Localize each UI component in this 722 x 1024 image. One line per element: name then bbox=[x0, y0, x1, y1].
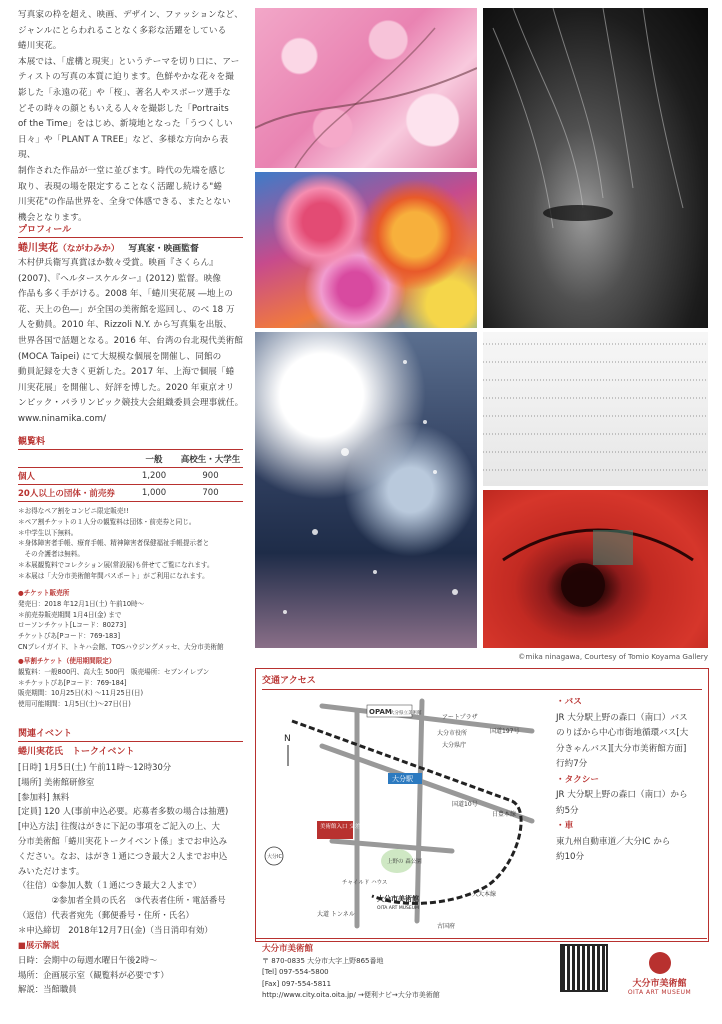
profile-line: 花、天上の色―」が全国の美術館を巡回し、のべ 18 万 bbox=[18, 304, 235, 315]
ticket-line: CNプレイガイド、トキハ会館、TOSハウジングメッセ、大分市美術館 bbox=[18, 642, 224, 651]
intro-line: 影した「永遠の花」や「桜」、著名人やスポーツ選手な bbox=[18, 87, 231, 98]
artplaza-label: アートプラザ bbox=[442, 714, 478, 721]
access-item-title: ・車 bbox=[556, 821, 574, 831]
fee-row-label: 20人以上の団体・前売券 bbox=[18, 489, 115, 499]
fee-header-student: 高校生・大学生 bbox=[180, 455, 241, 465]
guide-heading: ■展示解説 bbox=[18, 940, 60, 950]
ticket-line: ＊前売券販売期間 1月4日(金) まで bbox=[18, 610, 122, 619]
talk-line: ②参加者全員の氏名 ③代表者住所・電話番号 bbox=[18, 895, 226, 906]
intro-text bbox=[18, 8, 243, 226]
profile-name-row bbox=[18, 239, 248, 254]
nippo-label: 日豊本線 bbox=[492, 811, 517, 818]
pref-office-label: 大分県庁 bbox=[442, 742, 467, 749]
access-item-line: 約5分 bbox=[556, 805, 579, 816]
early-heading: ●早割チケット（使用期間限定） bbox=[18, 657, 116, 665]
guide-lines bbox=[18, 953, 254, 997]
ic-label: 大分IC bbox=[267, 854, 282, 860]
fee-note-line: ＊ペア割チケットの１人分の観覧料は団体・前売券と同じ。 bbox=[18, 517, 196, 526]
entrance-label: 美術館入口 交差点 bbox=[320, 824, 366, 830]
footer-fax: [Fax] 097-554-5811 bbox=[262, 979, 332, 988]
intro-lines bbox=[18, 8, 243, 226]
guide-line: 日時：会期中の毎週水曜日午後2時～ bbox=[18, 954, 158, 965]
access-item-title: ・タクシー bbox=[556, 774, 599, 785]
talk-line: （往信）①参加人数（１通につき最大２人まで） bbox=[18, 880, 202, 891]
intro-line: 制作された作品が一堂に並びます。時代の先端を感じ bbox=[18, 165, 226, 176]
footer-address: 〒 870-0835 大分市大字上野865番地 bbox=[262, 956, 384, 965]
fee-note-line: ＊本展観覧料でコレクション展(常設展)も併せてご覧になれます。 bbox=[18, 560, 214, 569]
intro-line: どその時々の顔ともいえる人々を撮影した「Portraits bbox=[18, 103, 229, 114]
fee-header-blank bbox=[18, 451, 130, 468]
photo-red-eye bbox=[483, 490, 708, 648]
early-line: ＊チケットぴあ[Pコード：769-184] bbox=[18, 678, 127, 687]
opam-sub-label: 大分県立美術館 bbox=[390, 711, 422, 716]
access-item-line: 東九州自動車道／大分IC から bbox=[556, 836, 671, 847]
access-item-line: 分きゃんバス][大分市美術館方面] bbox=[556, 743, 687, 754]
footer-name: 大分市美術館 bbox=[262, 944, 314, 954]
fee-note-line: ＊本展は「大分市美術館年間パスポート」がご利用になれます。 bbox=[18, 571, 209, 580]
forest-label: 上野の 森公園 bbox=[387, 859, 422, 865]
ticket-line: 発売日：2018 年12月1日(土) 午前10時～ bbox=[18, 599, 145, 608]
fee-row-label: 個人 bbox=[18, 472, 36, 482]
ticket-heading: ●チケット販売所 bbox=[18, 589, 70, 597]
early-lines bbox=[18, 667, 250, 710]
ticket-lines bbox=[18, 599, 250, 653]
talk-line: みいただけます。 bbox=[18, 865, 85, 876]
fee-row-student: 700 bbox=[202, 488, 219, 498]
photo-portrait-bw bbox=[483, 8, 708, 328]
access-item-line: 約10分 bbox=[556, 852, 585, 862]
intro-line: 本展では、「虚構と現実」というテーマを切り口に、アー bbox=[18, 56, 240, 67]
tunnel-label: 大道 トンネル bbox=[317, 911, 355, 918]
footer-rule bbox=[255, 938, 707, 939]
museum-logo bbox=[612, 952, 707, 996]
north-label: N bbox=[284, 734, 291, 744]
photo-flowers bbox=[255, 172, 477, 328]
intro-line: of the Time」をはじめ、新境地となった「うつくしい bbox=[18, 119, 233, 130]
footer-info bbox=[262, 944, 592, 1002]
profile-reading: （ながわみか） bbox=[58, 244, 120, 254]
city-hall-label: 大分市役所 bbox=[437, 730, 468, 737]
access-map bbox=[262, 691, 552, 941]
koji-label: 古国府 bbox=[437, 923, 456, 930]
access-item-line: 行約7分 bbox=[556, 759, 588, 769]
talk-lines bbox=[18, 760, 254, 938]
talk-line: ＊申込締切 2018年12月7日(金)（当日消印有効） bbox=[18, 924, 213, 935]
fee-note-line: ＊お得なペア割をコンビニ限定販売!! bbox=[18, 507, 129, 515]
fees-table bbox=[18, 451, 243, 502]
logo-mark bbox=[649, 952, 671, 974]
logo-text: 大分市美術館 bbox=[632, 979, 687, 989]
talk-line: 分市美術館「蜷川実花トークイベント係」までお申込み bbox=[18, 835, 227, 846]
kyudai-label: 久大本線 bbox=[472, 891, 497, 898]
opam-label: OPAM bbox=[369, 708, 392, 716]
station-label: 大分駅 bbox=[392, 775, 413, 783]
line-pattern bbox=[483, 332, 708, 486]
guide-block bbox=[18, 938, 254, 997]
profile-line: 動員記録を大きく更新した。2017 年、上海で個展「蜷 bbox=[18, 367, 235, 378]
fee-note-line: ＊身体障害者手帳、療育手帳、精神障害者保健福祉手帳提示者と bbox=[18, 539, 210, 548]
access-item-line: JR 大分駅上野の森口（南口）から bbox=[556, 790, 688, 800]
footer-url[interactable]: http://www.city.oita.oita.jp/ →便利ナビ→大分市美術館 bbox=[262, 991, 440, 999]
ticket-line: ローソンチケット[Lコード：80273] bbox=[18, 621, 127, 630]
photo-lines bbox=[483, 332, 708, 486]
fee-notes bbox=[18, 506, 250, 582]
intro-line: 川実花"の作品世界を、全身で体感できる、またとない bbox=[18, 197, 231, 208]
logo-en: OITA ART MUSEUM bbox=[627, 989, 692, 996]
talk-line: （返信）代表者宛先（郵便番号・住所・氏名） bbox=[18, 909, 194, 920]
talk-line: [場所] 美術館研修室 bbox=[18, 776, 95, 787]
profile-role: 写真家・映画監督 bbox=[128, 244, 199, 254]
access-box bbox=[255, 668, 709, 942]
hair-strands bbox=[483, 8, 708, 328]
intro-line: 写真家の枠を超え、映画、デザイン、ファッションなど、 bbox=[18, 10, 243, 20]
museum-map-label: 大分市美術館 bbox=[377, 895, 419, 903]
fee-row-student: 900 bbox=[202, 471, 219, 481]
profile-line: 川実花展」を開催し、好評を博した。2020 年東京オリ bbox=[18, 382, 235, 393]
profile-body bbox=[18, 256, 248, 428]
route10-label: 国道10号 bbox=[452, 801, 478, 808]
children-house-label: チャイルド ハウス bbox=[342, 880, 388, 886]
profile-line: 木村伊兵衛写真賞ほか数々受賞。映画『さくらん』 bbox=[18, 258, 218, 268]
fee-row-general: 1,000 bbox=[141, 488, 167, 498]
intro-line: 日々」や「PLANT A TREE」など、多様な方向から表現、 bbox=[18, 134, 229, 161]
talk-title: 蜷川実花氏 トークイベント bbox=[18, 747, 135, 757]
photo-credit: ©mika ninagawa, Courtesy of Tomio Koyama Gallery bbox=[518, 652, 708, 661]
talk-line: ください。なお、はがき１通につき最大２人までお申込 bbox=[18, 850, 228, 861]
profile-line: 世界各国で話題となる。2016 年、台湾の台北現代美術館 bbox=[18, 335, 244, 346]
guide-line: 場所：企画展示室（観覧料が必要です） bbox=[18, 969, 169, 980]
profile-name: 蜷川実花 bbox=[18, 243, 58, 254]
footer-tel: [Tel] 097-554-5800 bbox=[262, 968, 329, 976]
intro-line: ティストの写真の本質に迫ります。色鮮やかな花々を撮 bbox=[18, 72, 234, 83]
branch-lines bbox=[255, 8, 477, 168]
intro-line: 取り、表現の場を限定することなく活躍し続ける"蜷 bbox=[18, 181, 223, 192]
access-heading: 交通アクセス bbox=[262, 676, 316, 686]
photo-blizzard bbox=[255, 332, 477, 648]
events-heading: 関連イベント bbox=[18, 726, 243, 742]
profile-line: (MOCA Taipei) にて大規模な個展を開催し、同館の bbox=[18, 351, 222, 362]
snow-specks bbox=[255, 332, 477, 648]
qr-code bbox=[560, 944, 608, 992]
access-details bbox=[556, 695, 704, 866]
profile-line: www.ninamika.com/ bbox=[18, 413, 107, 424]
early-line: 販売期間：10月25日(木) ～11月25日(日) bbox=[18, 689, 144, 698]
access-item-line: のりばから中心市街地循環バス[大 bbox=[556, 728, 689, 738]
route197-label: 国道197号 bbox=[490, 728, 520, 735]
profile-line: (2007)、『ヘルタースケルター』(2012) 監督。映像 bbox=[18, 273, 222, 284]
intro-line: 機会となります。 bbox=[18, 212, 87, 223]
fee-row-general: 1,200 bbox=[141, 471, 167, 481]
ticket-outlets bbox=[18, 588, 250, 653]
access-rule bbox=[262, 689, 702, 690]
talk-line: [日時] 1月5日(土) 午前11時～12時30分 bbox=[18, 762, 172, 772]
early-line: 使用可能期間：1月5日(土)～27日(日) bbox=[18, 700, 131, 709]
profile-line: 人を動員。2010 年、Rizzoli N.Y. から写真集を出版、 bbox=[18, 320, 232, 331]
profile-line: 作品も多く手がける。2008 年、「蜷川実花展 ―地上の bbox=[18, 289, 233, 300]
ticket-line: チケットぴあ[Pコード：769-183] bbox=[18, 632, 121, 641]
fee-header-general: 一般 bbox=[145, 455, 163, 465]
fee-note-line: その介護者は無料。 bbox=[18, 550, 84, 559]
talk-line: [定員] 120 人(事前申込必要。応募者多数の場合は抽選) bbox=[18, 806, 229, 817]
eye-shape bbox=[483, 490, 708, 648]
profile-heading: プロフィール bbox=[18, 222, 243, 238]
profile-line: ンピック・パラリンピック競技大会組織委員会理事就任。 bbox=[18, 398, 244, 409]
museum-map-en: OITA ART MUSEUM bbox=[377, 906, 419, 911]
access-item-line: JR 大分駅上野の森口（南口）バス bbox=[556, 712, 688, 723]
intro-line: 蜷川実花。 bbox=[18, 41, 62, 52]
photo-cherry-blossoms bbox=[255, 8, 477, 168]
talk-line: [申込方法] 往復はがきに下記の事項をご記入の上、大 bbox=[18, 821, 220, 832]
early-tickets bbox=[18, 656, 250, 710]
fees-heading: 観覧料 bbox=[18, 434, 243, 450]
fee-note-line: ＊中学生以下無料。 bbox=[18, 528, 78, 537]
access-item-title: ・バス bbox=[556, 697, 582, 707]
talk-line: [参加料] 無料 bbox=[18, 791, 70, 802]
intro-line: ジャンルにとらわれることなく多彩な活躍をしている bbox=[18, 25, 227, 36]
guide-line: 解説：当館職員 bbox=[18, 984, 77, 995]
early-line: 観覧料：一般800円、高大生 500円 販売場所：セブンイレブン bbox=[18, 667, 210, 676]
